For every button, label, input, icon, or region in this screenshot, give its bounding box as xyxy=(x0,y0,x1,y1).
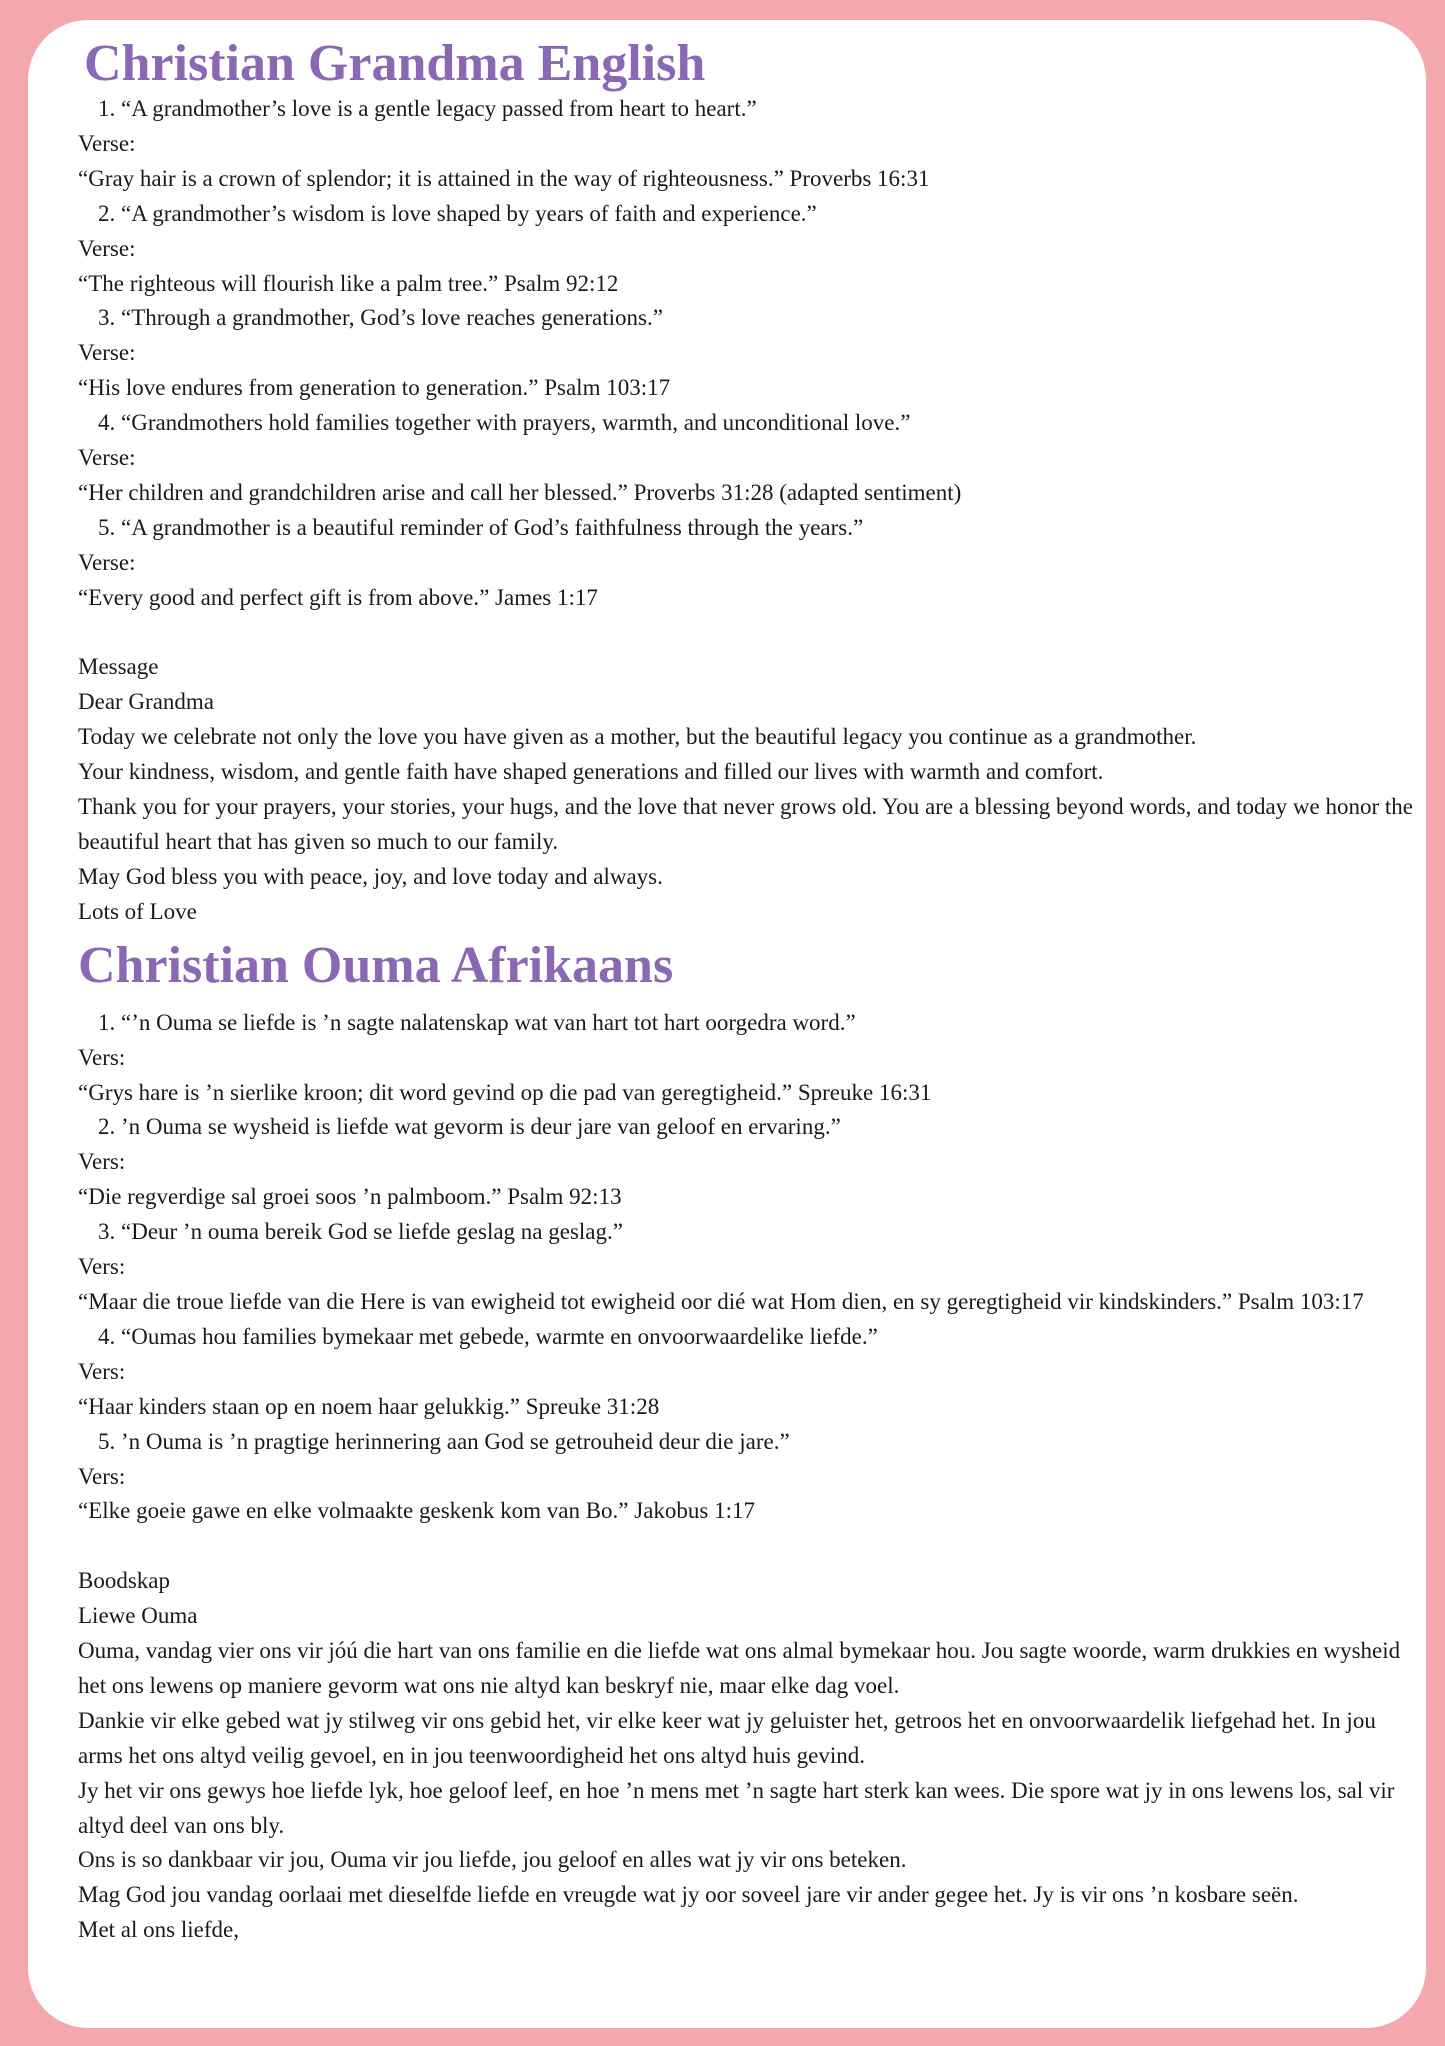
message-paragraph: Mag God jou vandag oorlaai met dieselfde liefde en vreugde wat jy oor soveel jare vir ander gegee het. Jy is vir ons ’n kosbare seën. xyxy=(78,1882,1299,1908)
english-item-4 xyxy=(78,406,1426,511)
english-item-1 xyxy=(78,92,1426,197)
afrikaans-title: Christian Ouma Afrikaans xyxy=(78,936,674,994)
verse-text: “His love endures from generation to generation.” Psalm 103:17 xyxy=(78,375,671,401)
document-card xyxy=(28,20,1426,2028)
verse-text: “Grys hare is ’n sierlike kroon; dit word gevind op die pad van geregtigheid.” Spreuke 16:31 xyxy=(78,1079,932,1105)
document-content xyxy=(78,20,1426,1948)
afrikaans-message xyxy=(78,1564,1426,1948)
message-paragraph: Ouma, vandag vier ons vir jóú die hart van ons familie en die liefde wat ons almal bymekaar hou. Jou sagte woorde, warm drukkies en wysheid het ons lewens op maniere gevorm wat ons nie altyd kan beskryf nie, maar elke dag voel. xyxy=(78,1638,1401,1698)
message-paragraph: Thank you for your prayers, your stories, your hugs, and the love that never grows old. You are a blessing beyond words, and today we honor the beautiful heart that has given so much to our family. xyxy=(78,794,1414,855)
verse-label: Verse: xyxy=(78,130,136,156)
english-item-3 xyxy=(78,301,1426,406)
verse-text: “The righteous will flourish like a palm tree.” Psalm 92:12 xyxy=(78,270,619,296)
afrikaans-item-5 xyxy=(78,1425,1426,1530)
signoff: Lots of Love xyxy=(78,898,197,924)
verse-label: Verse: xyxy=(78,445,136,471)
quote: 1. “A grandmother’s love is a gentle legacy passed from heart to heart.” xyxy=(98,96,757,121)
afrikaans-item-4 xyxy=(78,1320,1426,1425)
quote: 4. “Grandmothers hold families together with prayers, warmth, and unconditional love.” xyxy=(98,410,911,436)
verse-text: “Every good and perfect gift is from above.” James 1:17 xyxy=(78,584,598,610)
verse-label: Vers: xyxy=(78,1254,126,1280)
quote: 4. “Oumas hou families bymekaar met gebede, warmte en onvoorwaardelike liefde.” xyxy=(98,1323,878,1349)
quote: 3. “Through a grandmother, God’s love reaches generations.” xyxy=(98,305,663,331)
verse-label: Verse: xyxy=(78,549,136,575)
message-paragraph: Dankie vir elke gebed wat jy stilweg vir ons gebid het, vir elke keer wat jy geluister het, getroos het en onvoorwaardelik liefgehad het. In jou arms het ons altyd veilig gevoel, en in jou teenwoordigheid het ons altyd huis gevind. xyxy=(78,1707,1376,1768)
english-item-2 xyxy=(78,197,1426,302)
english-section xyxy=(78,36,1426,930)
english-item-5 xyxy=(78,511,1426,616)
spacer xyxy=(78,616,1426,651)
verse-label: Verse: xyxy=(78,340,136,366)
quote: 2. “A grandmother’s wisdom is love shaped by years of faith and experience.” xyxy=(98,200,817,226)
greeting: Liewe Ouma xyxy=(78,1603,198,1629)
verse-label: Vers: xyxy=(78,1358,126,1384)
verse-text: “Die regverdige sal groei soos ’n palmboom.” Psalm 92:13 xyxy=(78,1184,622,1210)
verse-text: “Haar kinders staan op en noem haar gelukkig.” Spreuke 31:28 xyxy=(78,1393,660,1419)
message-paragraph: Your kindness, wisdom, and gentle faith have shaped generations and filled our lives with warmth and comfort. xyxy=(78,759,1104,785)
verse-text: “Gray hair is a crown of splendor; it is attained in the way of righteousness.” Proverbs 16:31 xyxy=(78,165,930,191)
verse-label: Vers: xyxy=(78,1149,126,1175)
verse-text: “Her children and grandchildren arise and call her blessed.” Proverbs 31:28 (adapted sentiment) xyxy=(78,479,962,505)
english-title: Christian Grandma English xyxy=(84,35,706,92)
afrikaans-item-3 xyxy=(78,1215,1426,1320)
verse-label: Vers: xyxy=(78,1463,126,1489)
message-paragraph: Ons is so dankbaar vir jou, Ouma vir jou liefde, jou geloof en alles wat jy vir ons beteken. xyxy=(78,1847,907,1873)
message-paragraph: Today we celebrate not only the love you have given as a mother, but the beautiful legacy you continue as a grandmother. xyxy=(78,724,1197,750)
message-label: Boodskap xyxy=(78,1568,170,1594)
message-paragraph: Jy het vir ons gewys hoe liefde lyk, hoe geloof leef, en hoe ’n mens met ’n sagte hart sterk kan wees. Die spore wat jy in ons lewens los, sal vir altyd deel van ons bly. xyxy=(78,1777,1395,1838)
spacer xyxy=(78,1529,1426,1564)
verse-text: “Maar die troue liefde van die Here is van ewigheid tot ewigheid oor dié wat Hom dien, en sy geregtigheid vir kindskinders.” Psalm 103:17 xyxy=(78,1288,1364,1314)
quote: 5. ’n Ouma is ’n pragtige herinnering aan God se getrouheid deur die jare.” xyxy=(98,1428,790,1454)
signoff: Met al ons liefde, xyxy=(78,1917,239,1943)
english-message xyxy=(78,650,1426,929)
afrikaans-item-2 xyxy=(78,1110,1426,1215)
afrikaans-item-1 xyxy=(78,1006,1426,1111)
quote: 2. ’n Ouma se wysheid is liefde wat gevorm is deur jare van geloof en ervaring.” xyxy=(98,1114,841,1140)
verse-label: Vers: xyxy=(78,1044,126,1070)
verse-label: Verse: xyxy=(78,235,136,261)
message-label: Message xyxy=(78,654,159,680)
quote: 1. “’n Ouma se liefde is ’n sagte nalatenskap wat van hart tot hart oorgedra word.” xyxy=(98,1009,856,1035)
greeting: Dear Grandma xyxy=(78,689,215,715)
quote: 5. “A grandmother is a beautiful reminder of God’s faithfulness through the years.” xyxy=(98,514,864,540)
quote: 3. “Deur ’n ouma bereik God se liefde geslag na geslag.” xyxy=(98,1219,623,1245)
verse-text: “Elke goeie gawe en elke volmaakte geskenk kom van Bo.” Jakobus 1:17 xyxy=(78,1498,756,1524)
message-paragraph: May God bless you with peace, joy, and love today and always. xyxy=(78,863,663,889)
afrikaans-section xyxy=(78,938,1426,1948)
